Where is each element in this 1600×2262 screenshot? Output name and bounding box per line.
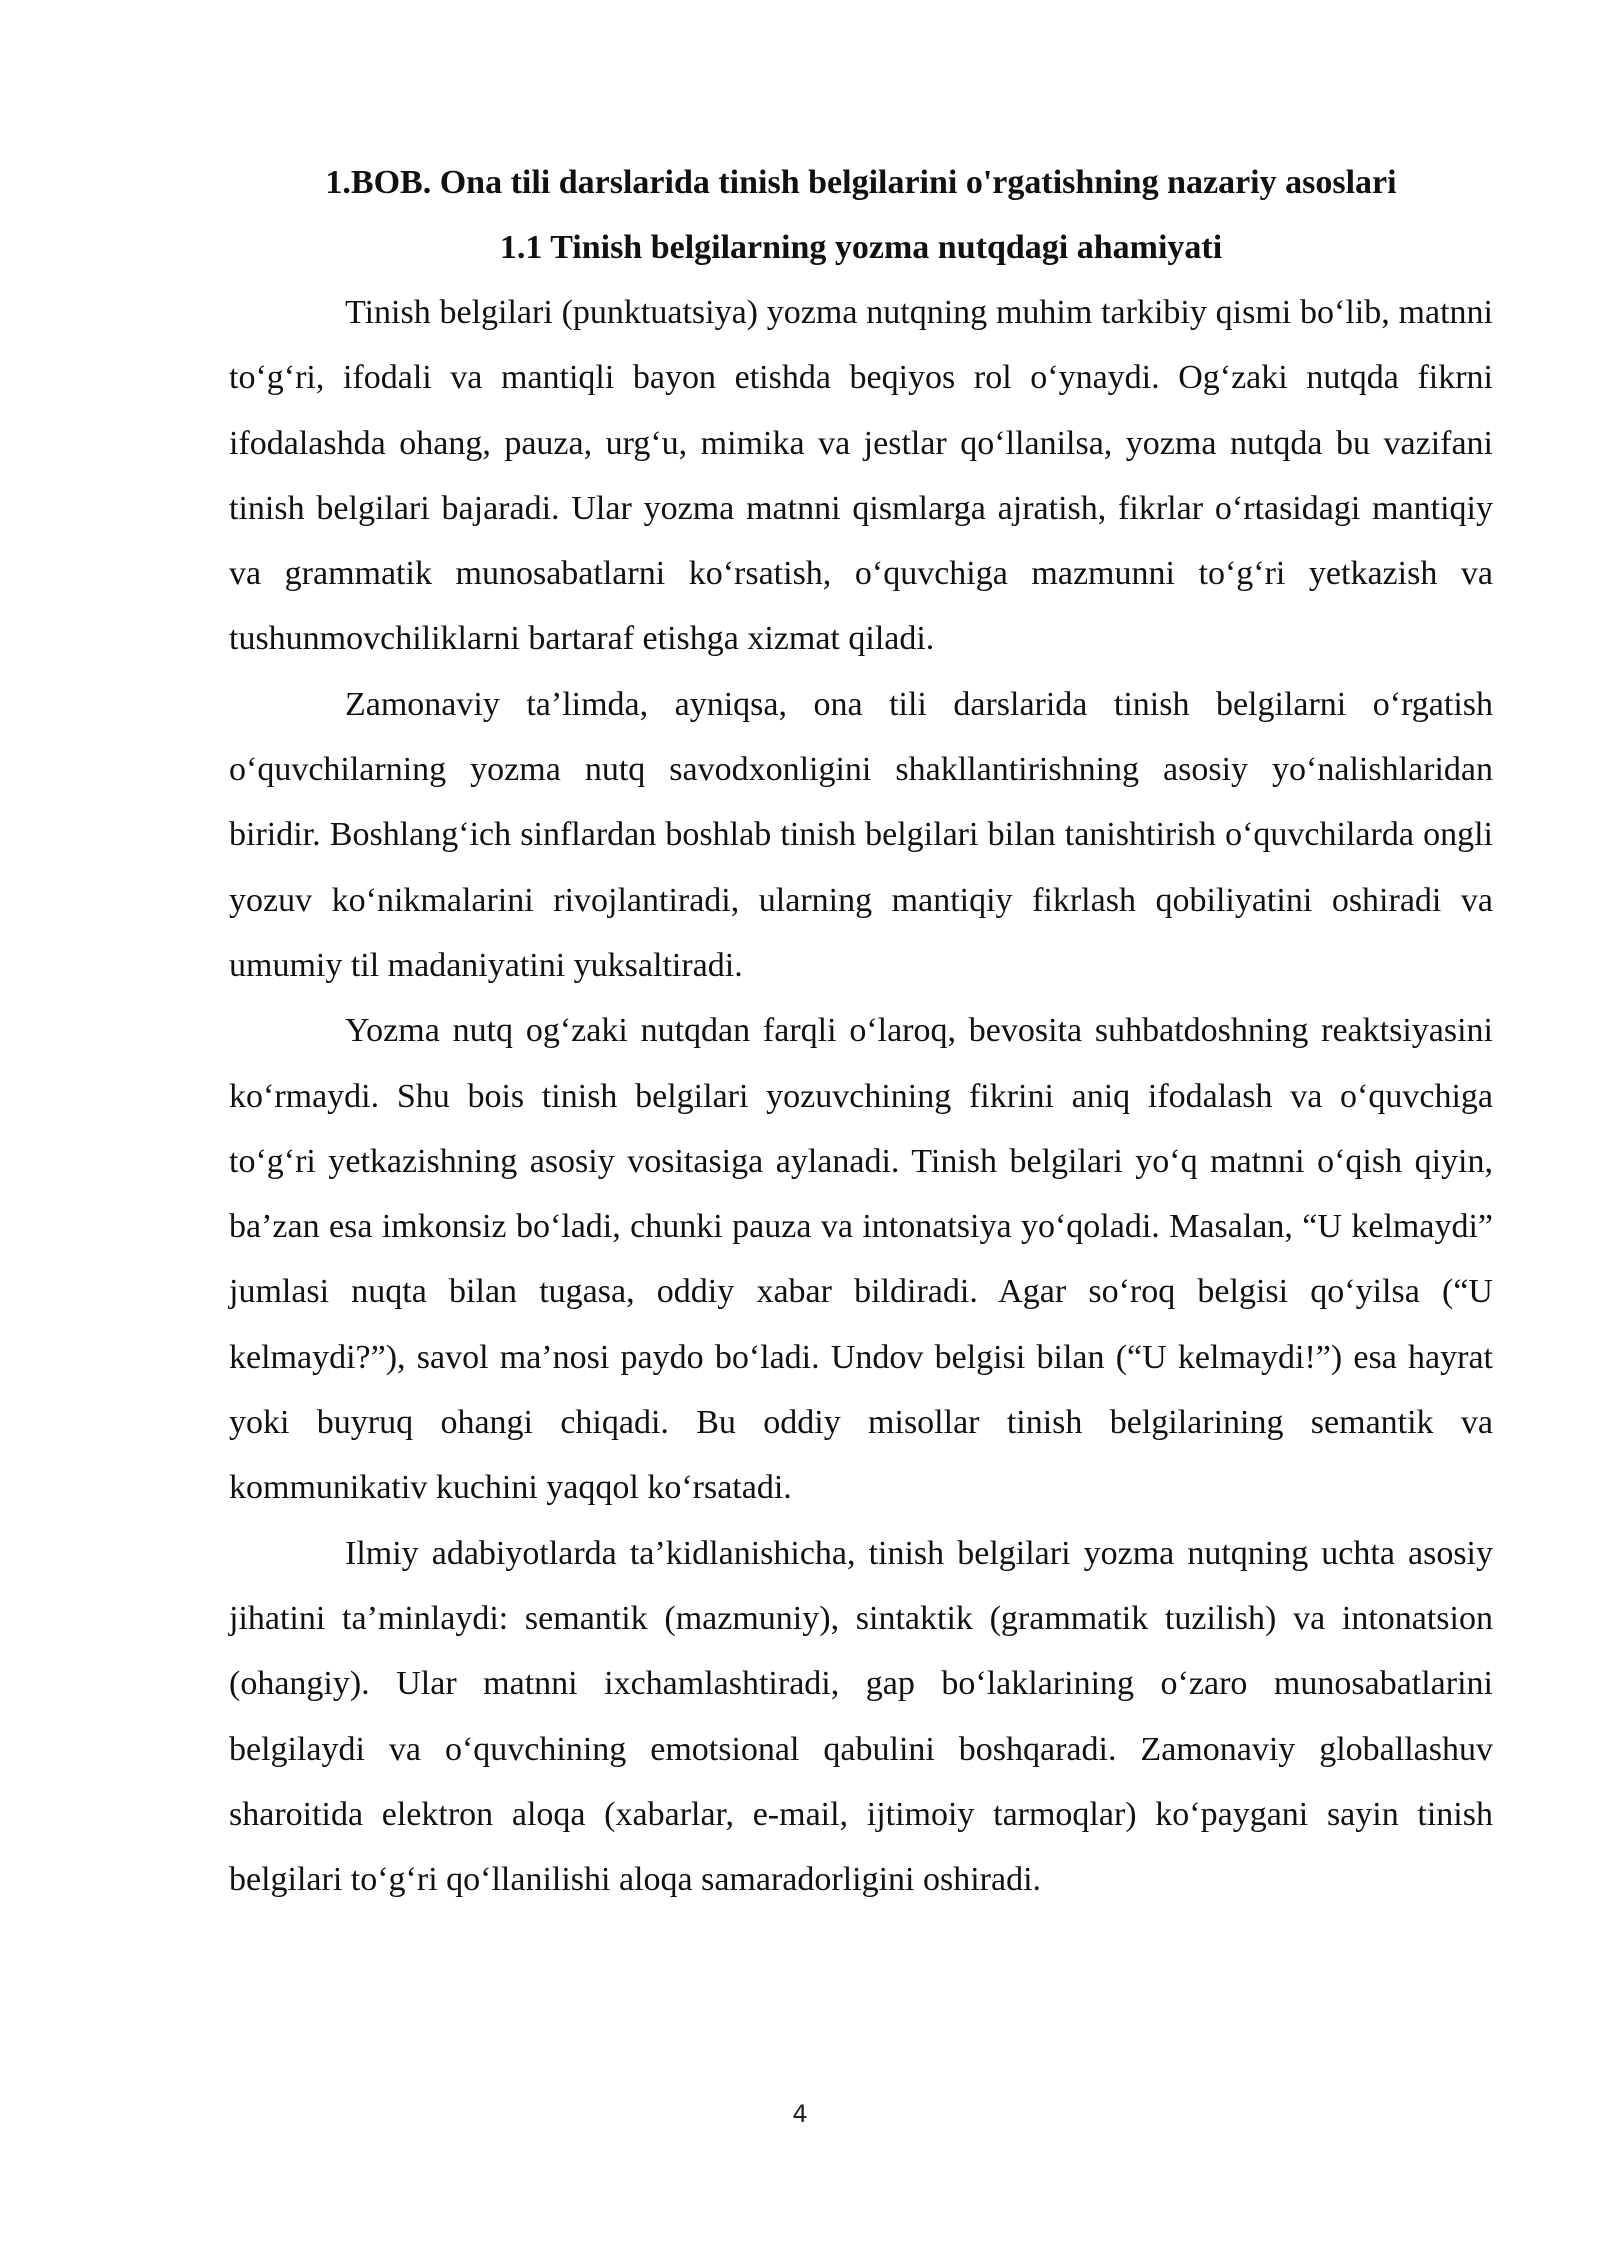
- chapter-title: 1.BOB. Ona tili darslarida tinish belgilarini o'rgatishning nazariy asoslari: [325, 164, 1397, 201]
- paragraph-2: Zamonaviy ta’limda, ayniqsa, ona tili darslarida tinish belgilarni o‘rgatish o‘quvchilarning yozma nutq savodxonligini shakllantirishning asosiy yo‘nalishlaridan biridir. Boshlang‘ich sinflardan boshlab tinish belgilari bilan tanishtirish o‘quvchilarda ongli yozuv ko‘nikmalarini rivojlantiradi, ularning mantiqiy fikrlash qobiliyatini oshiradi va umumiy til madaniyatini yuksaltiradi.: [229, 685, 1493, 984]
- paragraph-3: Yozma nutq og‘zaki nutqdan farqli o‘laroq, bevosita suhbatdoshning reaktsiyasini ko‘rmaydi. Shu bois tinish belgilari yozuvchining fikrini aniq ifodalash va o‘quvchiga to‘g‘ri yetkazishning asosiy vositasiga aylanadi. Tinish belgilari yo‘q matnni o‘qish qiyin, ba’zan esa imkonsiz bo‘ladi, chunki pauza va intonatsiya yo‘qoladi. Masalan, “U kelmaydi” jumlasi nuqta bilan tugasa, oddiy xabar bildiradi. Agar so‘roq belgisi qo‘yilsa (“U kelmaydi?”), savol ma’nosi paydo bo‘ladi. Undov belgisi bilan (“U kelmaydi!”) esa hayrat yoki buyruq ohangi chiqadi. Bu oddiy misollar tinish belgilarining semantik va kommunikativ kuchini yaqqol ko‘rsatadi.: [229, 1012, 1493, 1507]
- section-title: 1.1 Tinish belgilarning yozma nutqdagi ahamiyati: [499, 229, 1223, 266]
- paragraph-1: Tinish belgilari (punktuatsiya) yozma nutqning muhim tarkibiy qismi bo‘lib, matnni to‘g‘ri, ifodali va mantiqli bayon etishda beqiyos rol o‘ynaydi. Og‘zaki nutqda fikrni ifodalashda ohang, pauza, urg‘u, mimika va jestlar qo‘llanilsa, yozma nutqda bu vazifani tinish belgilari bajaradi. Ular yozma matnni qismlarga ajratish, fikrlar o‘rtasidagi mantiqiy va grammatik munosabatlarni ko‘rsatish, o‘quvchiga mazmunni to‘g‘ri yetkazish va tushunmovchiliklarni bartaraf etishga xizmat qiladi.: [229, 294, 1493, 658]
- page-content: [229, 150, 1493, 1912]
- page-number: 4: [792, 2100, 808, 2128]
- paragraph-4: Ilmiy adabiyotlarda ta’kidlanishicha, tinish belgilari yozma nutqning uchta asosiy jihatini ta’minlaydi: semantik (mazmuniy), sintaktik (grammatik tuzilish) va intonatsion (ohangiy). Ular matnni ixchamlashtiradi, gap bo‘laklarining o‘zaro munosabatlarini belgilaydi va o‘quvchining emotsional qabulini boshqaradi. Zamonaviy globallashuv sharoitida elektron aloqa (xabarlar, e-mail, ijtimoiy tarmoqlar) ko‘paygani sayin tinish belgilari to‘g‘ri qo‘llanilishi aloqa samaradorligini oshiradi.: [229, 1534, 1493, 1899]
